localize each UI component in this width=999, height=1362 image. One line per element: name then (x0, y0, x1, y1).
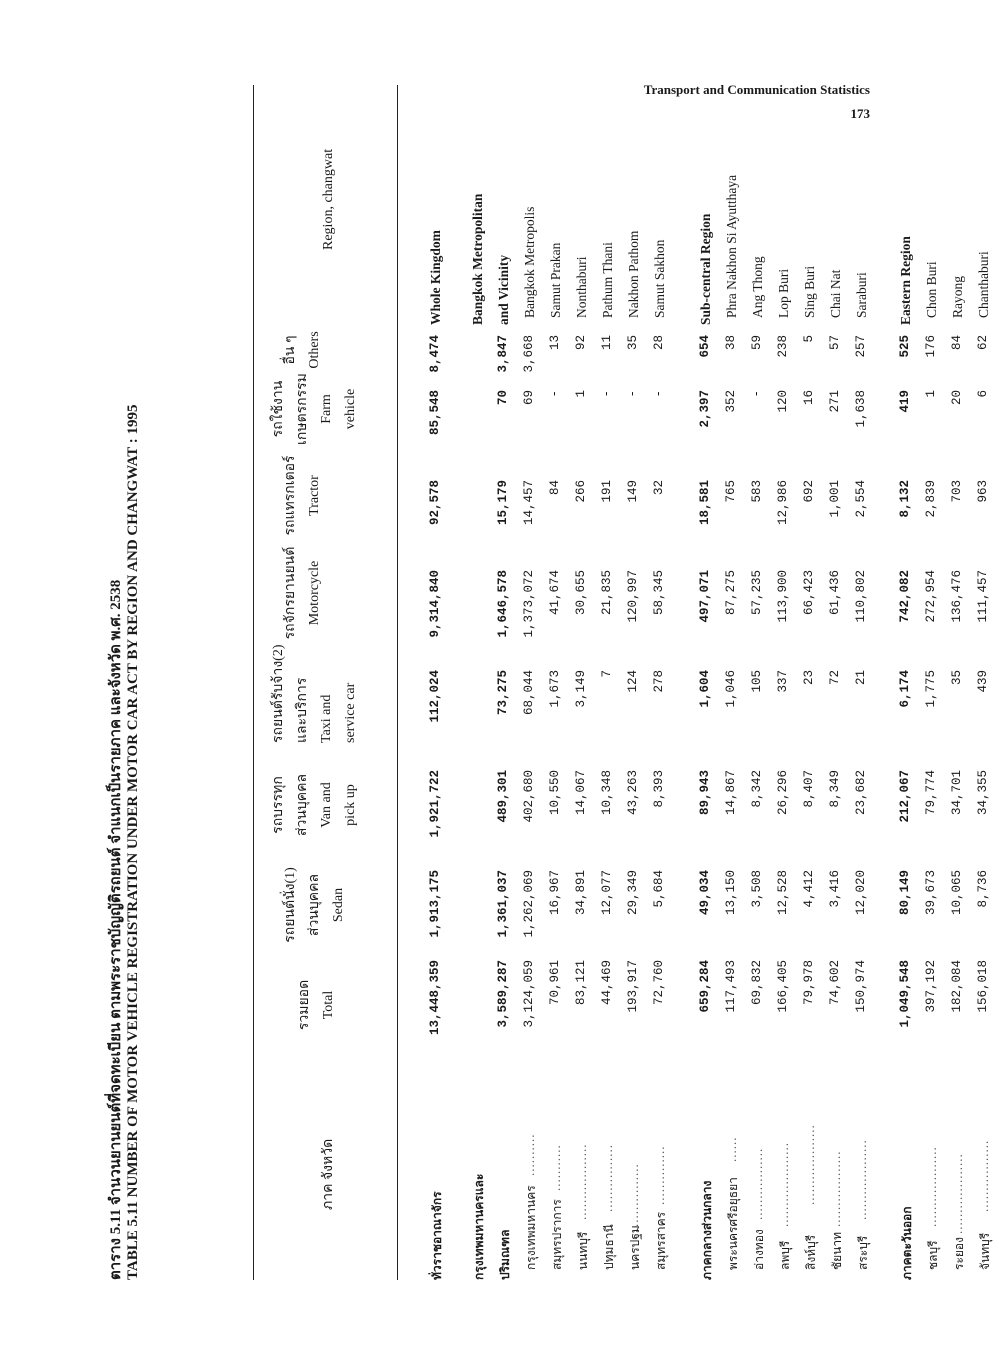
cell-farm: 70 (496, 390, 510, 406)
cell-farm: 20 (950, 390, 964, 406)
table-title-english: TABLE 5.11 NUMBER OF MOTOR VEHICLE REGISTRATION UNDER MOTOR CAR ACT BY REGION AND CHANGWAT : 1995 (125, 404, 141, 1280)
cell-total: 69,832 (750, 960, 764, 1006)
table-row (799, 60, 825, 1310)
table-title-thai: ตาราง 5.11 จำนวนยานยนต์ที่จดทะเบียน ตามพระราชบัญญัติรถยนต์ จำแนกเป็นรายภาค และจังหวัด พ.ศ. 2538 (108, 579, 124, 1280)
cell-tractor: 84 (548, 480, 562, 496)
row-label-thai: ปทุมธานี (602, 1224, 616, 1270)
leader-dots: ................... (854, 1139, 869, 1220)
cell-tractor: 963 (976, 480, 990, 503)
cell-farm: - (750, 390, 764, 398)
leader-dots: .......... (522, 1133, 537, 1176)
cell-others: 176 (924, 335, 938, 358)
table-row (973, 60, 999, 1310)
header-motorcycle: รถจักรยานยนต์ Motorcycle (283, 546, 322, 640)
cell-taxi: 3,149 (574, 670, 588, 708)
cell-farm: 6 (976, 390, 990, 398)
cell-others: 238 (776, 335, 790, 358)
row-label-thai: ระยอง (952, 1237, 966, 1270)
row-label-english: Phra Nakhon Si Ayutthaya (724, 174, 739, 318)
cell-others: 59 (750, 335, 764, 351)
cell-others: 525 (898, 335, 912, 358)
leader-dots: .................. (828, 1150, 843, 1227)
cell-taxi: 35 (950, 670, 964, 686)
row-label-english: Whole Kingdom (428, 230, 443, 325)
row-label-english: Samut Prakan (548, 242, 563, 318)
cell-van: 8,407 (802, 770, 816, 808)
cell-sedan: 1,913,175 (428, 870, 442, 938)
cell-others: 654 (698, 335, 712, 358)
cell-sedan: 16,967 (548, 870, 562, 916)
cell-moto: 41,674 (548, 570, 562, 616)
cell-total: 74,602 (828, 960, 842, 1006)
row-label-thai: ชลบุรี (926, 1240, 940, 1270)
table-row (747, 60, 773, 1310)
cell-total: 1,049,548 (898, 960, 912, 1028)
cell-moto: 21,835 (600, 570, 614, 616)
cell-others: 28 (652, 335, 666, 351)
cell-taxi: 1,046 (724, 670, 738, 708)
leader-dots: .................. (574, 1143, 589, 1220)
cell-van: 212,067 (898, 770, 912, 823)
cell-moto: 87,275 (724, 570, 738, 616)
cell-total: 72,760 (652, 960, 666, 1006)
cell-others: 38 (724, 335, 738, 351)
cell-sedan: 1,262,069 (522, 870, 536, 938)
cell-moto: 9,314,840 (428, 570, 442, 638)
cell-total: 3,124,059 (522, 960, 536, 1028)
cell-farm: 1 (574, 390, 588, 398)
row-label-thai: สิงห์บุรี (804, 1234, 818, 1270)
cell-tractor: 765 (724, 480, 738, 503)
cell-tractor: 92,578 (428, 480, 442, 526)
cell-moto: 111,457 (976, 570, 990, 623)
cell-total: 83,121 (574, 960, 588, 1006)
cell-taxi: 439 (976, 670, 990, 693)
row-label-thai: ปริมณฑล (498, 1229, 512, 1280)
leader-dots: ................ (600, 1144, 615, 1212)
cell-tractor: 191 (600, 480, 614, 503)
cell-van: 89,943 (698, 770, 712, 816)
cell-farm: 69 (522, 390, 536, 406)
cell-others: 57 (828, 335, 842, 351)
page-number: 173 (850, 106, 870, 121)
header-bottom-rule (397, 85, 398, 1280)
header-top-rule (253, 85, 254, 1280)
cell-taxi: 21 (854, 670, 868, 686)
cell-total: 150,974 (854, 960, 868, 1013)
cell-van: 8,342 (750, 770, 764, 808)
row-label-thai: สระบุรี (856, 1235, 870, 1270)
leader-dots: .................... (776, 1142, 791, 1227)
row-label-english: Lop Buri (776, 268, 791, 318)
cell-moto: 57,235 (750, 570, 764, 616)
cell-total: 117,493 (724, 960, 738, 1013)
header-farm-vehicle: รถใช้งาน เกษตรกรรม Farm vehicle (271, 373, 358, 445)
cell-farm: 120 (776, 390, 790, 413)
cell-sedan: 12,020 (854, 870, 868, 916)
cell-tractor: 583 (750, 480, 764, 503)
row-label-english: Sub-central Region (698, 213, 713, 325)
cell-moto: 1,373,072 (522, 570, 536, 638)
table-row (895, 60, 921, 1310)
row-label-thai: พระนครศรีอยุธยา (726, 1177, 740, 1270)
header-tractor: รถแทรกเตอร์ Tractor (283, 455, 322, 536)
cell-moto: 136,476 (950, 570, 964, 623)
table-row (695, 60, 721, 1310)
cell-sedan: 80,149 (898, 870, 912, 916)
table-row (721, 60, 747, 1310)
publication-title: Transport and Communication Statistics (643, 82, 870, 97)
cell-tractor: 12,986 (776, 480, 790, 526)
cell-van: 10,348 (600, 770, 614, 816)
cell-taxi: 6,174 (898, 670, 912, 708)
table-row (425, 60, 451, 1310)
leader-dots: ................... (802, 1124, 817, 1205)
cell-tractor: 32 (652, 480, 666, 496)
table-row (623, 60, 649, 1310)
cell-others: 257 (854, 335, 868, 358)
cell-van: 10,550 (548, 770, 562, 816)
cell-van: 43,263 (626, 770, 640, 816)
cell-moto: 110,802 (854, 570, 868, 623)
row-label-english: Bangkok Metropolis (522, 206, 537, 318)
cell-van: 402,680 (522, 770, 536, 823)
cell-van: 489,301 (496, 770, 510, 823)
cell-others: 13 (548, 335, 562, 351)
row-label-english: Chanthaburi (976, 251, 991, 318)
leader-dots: ................... (924, 1146, 939, 1227)
cell-sedan: 8,736 (976, 870, 990, 908)
cell-farm: - (600, 390, 614, 398)
cell-others: 5 (802, 335, 816, 343)
cell-taxi: 73,275 (496, 670, 510, 716)
row-label-english: Pathum Thani (600, 242, 615, 318)
table-row (649, 60, 675, 1310)
cell-farm: 352 (724, 390, 738, 413)
cell-tractor: 8,132 (898, 480, 912, 518)
cell-sedan: 4,412 (802, 870, 816, 908)
row-label-english: Saraburi (854, 272, 869, 318)
table-row (947, 60, 973, 1310)
cell-total: 13,448,359 (428, 960, 442, 1036)
cell-tractor: 149 (626, 480, 640, 503)
table-row (773, 60, 799, 1310)
header-taxi-service: รถยนต์รับจ้าง(2) และบริการ Taxi and service car (271, 644, 358, 743)
cell-total: 79,978 (802, 960, 816, 1006)
cell-total: 397,192 (924, 960, 938, 1013)
table-row (493, 60, 519, 1310)
cell-moto: 58,345 (652, 570, 666, 616)
cell-taxi: 112,024 (428, 670, 442, 723)
header-region-thai: ภาค จังหวัด (321, 1138, 336, 1210)
header-van-pickup: รถบรรทุก ส่วนบุคคล Van and pick up (271, 773, 358, 837)
cell-taxi: 1,604 (698, 670, 712, 708)
cell-farm: 16 (802, 390, 816, 406)
cell-tractor: 1,001 (828, 480, 842, 518)
cell-sedan: 39,673 (924, 870, 938, 916)
row-label-thai: อ่างทอง (752, 1229, 766, 1270)
leader-dots: ................. (750, 1147, 765, 1220)
cell-van: 26,296 (776, 770, 790, 816)
cell-van: 23,682 (854, 770, 868, 816)
cell-van: 8,393 (652, 770, 666, 808)
cell-farm: 271 (828, 390, 842, 413)
table-row (851, 60, 877, 1310)
table-row (519, 60, 545, 1310)
cell-farm: 85,548 (428, 390, 442, 436)
cell-tractor: 2,839 (924, 480, 938, 518)
cell-moto: 497,071 (698, 570, 712, 623)
cell-tractor: 692 (802, 480, 816, 503)
cell-taxi: 68,044 (522, 670, 536, 716)
row-label-thai: สมุทรสาคร (654, 1211, 668, 1270)
cell-taxi: 124 (626, 670, 640, 693)
row-label-english: and Vicinity (496, 254, 511, 325)
cell-van: 34,701 (950, 770, 964, 816)
cell-sedan: 49,034 (698, 870, 712, 916)
cell-taxi: 7 (600, 670, 614, 678)
row-label-english: Samut Sakhon (652, 239, 667, 318)
cell-moto: 1,646,578 (496, 570, 510, 638)
cell-sedan: 10,065 (950, 870, 964, 916)
cell-farm: - (548, 390, 562, 398)
cell-total: 193,917 (626, 960, 640, 1013)
cell-tractor: 266 (574, 480, 588, 503)
cell-farm: 419 (898, 390, 912, 413)
row-label-english: Chai Nat (828, 269, 843, 318)
row-label-english: Chon Buri (924, 261, 939, 318)
cell-sedan: 3,508 (750, 870, 764, 908)
row-label-thai: สมุทรปราการ (550, 1199, 564, 1270)
table-row (825, 60, 851, 1310)
row-label-thai: ภาคตะวันออก (900, 1206, 914, 1280)
cell-moto: 272,954 (924, 570, 938, 623)
cell-farm: 1 (924, 390, 938, 398)
row-label-thai: กรุงเทพมหานครและ (472, 1173, 486, 1280)
leader-dots: .............. (652, 1145, 667, 1205)
header-total: รวมยอด Total (297, 979, 336, 1031)
cell-moto: 120,997 (626, 570, 640, 623)
row-label-english: Rayong (950, 276, 965, 318)
cell-van: 14,867 (724, 770, 738, 816)
leader-dots: ............... (626, 1163, 641, 1227)
row-label-thai: ชัยนาท (830, 1231, 844, 1270)
cell-total: 70,961 (548, 960, 562, 1006)
row-label-english: Eastern Region (898, 236, 913, 325)
leader-dots: ...... (724, 1136, 739, 1162)
cell-taxi: 278 (652, 670, 666, 693)
rotated-table (95, 60, 992, 1310)
cell-tractor: 2,554 (854, 480, 868, 518)
cell-moto: 30,655 (574, 570, 588, 616)
cell-taxi: 72 (828, 670, 842, 686)
row-label-english: Nakhon Pathom (626, 230, 641, 318)
cell-van: 8,349 (828, 770, 842, 808)
cell-tractor: 18,581 (698, 480, 712, 526)
cell-tractor: 15,179 (496, 480, 510, 526)
table-row (597, 60, 623, 1310)
cell-sedan: 3,416 (828, 870, 842, 908)
table-row (467, 60, 493, 1310)
cell-total: 156,018 (976, 960, 990, 1013)
cell-sedan: 12,077 (600, 870, 614, 916)
row-label-thai: ภาคกลางส่วนกลาง (700, 1180, 714, 1280)
table-row (545, 60, 571, 1310)
cell-taxi: 337 (776, 670, 790, 693)
row-label-thai: นนทบุรี (576, 1231, 590, 1270)
cell-sedan: 12,528 (776, 870, 790, 916)
leader-dots: ................... (950, 1153, 965, 1234)
row-label-english: Bangkok Metropolitan (470, 193, 485, 325)
row-label-thai: กรุงเทพมหานคร (524, 1185, 538, 1270)
cell-taxi: 105 (750, 670, 764, 693)
cell-others: 62 (976, 335, 990, 351)
row-label-thai: ลพบุรี (778, 1240, 792, 1270)
cell-others: 3,847 (496, 335, 510, 373)
cell-total: 166,405 (776, 960, 790, 1013)
leader-dots: ................. (976, 1139, 991, 1212)
cell-sedan: 1,361,037 (496, 870, 510, 938)
header-region-english: Region, changwat (321, 148, 336, 250)
cell-total: 44,469 (600, 960, 614, 1006)
cell-tractor: 703 (950, 480, 964, 503)
header-sedan: รถยนต์นั่ง(1) ส่วนบุคคล Sedan (283, 867, 346, 943)
cell-total: 182,084 (950, 960, 964, 1013)
cell-others: 11 (600, 335, 614, 351)
cell-sedan: 5,684 (652, 870, 666, 908)
cell-sedan: 34,891 (574, 870, 588, 916)
cell-others: 84 (950, 335, 964, 351)
row-label-english: Sing Buri (802, 265, 817, 318)
row-label-thai: ทั่วราชอาณาจักร (430, 1191, 444, 1280)
row-label-thai: นครปฐม (628, 1225, 642, 1270)
cell-taxi: 1,673 (548, 670, 562, 708)
cell-van: 1,921,722 (428, 770, 442, 838)
cell-taxi: 1,775 (924, 670, 938, 708)
header-others: อื่น ๆ Others (283, 331, 322, 369)
cell-others: 8,474 (428, 335, 442, 373)
row-label-thai: จันทบุรี (978, 1232, 992, 1270)
cell-sedan: 29,349 (626, 870, 640, 916)
table-row (921, 60, 947, 1310)
cell-farm: 1,638 (854, 390, 868, 428)
cell-taxi: 23 (802, 670, 816, 686)
cell-farm: - (626, 390, 640, 398)
row-label-english: Nonthaburi (574, 256, 589, 318)
cell-moto: 742,082 (898, 570, 912, 623)
cell-total: 3,589,287 (496, 960, 510, 1028)
cell-van: 34,355 (976, 770, 990, 816)
leader-dots: ........... (548, 1144, 563, 1191)
table-row (571, 60, 597, 1310)
cell-moto: 61,436 (828, 570, 842, 616)
cell-moto: 113,900 (776, 570, 790, 623)
cell-moto: 66,423 (802, 570, 816, 616)
cell-others: 35 (626, 335, 640, 351)
cell-others: 92 (574, 335, 588, 351)
cell-van: 79,774 (924, 770, 938, 816)
cell-farm: 2,397 (698, 390, 712, 428)
cell-total: 659,284 (698, 960, 712, 1013)
row-label-english: Ang Thong (750, 256, 765, 318)
cell-van: 14,067 (574, 770, 588, 816)
cell-sedan: 13,150 (724, 870, 738, 916)
cell-farm: - (652, 390, 666, 398)
cell-others: 3,668 (522, 335, 536, 373)
cell-tractor: 14,457 (522, 480, 536, 526)
